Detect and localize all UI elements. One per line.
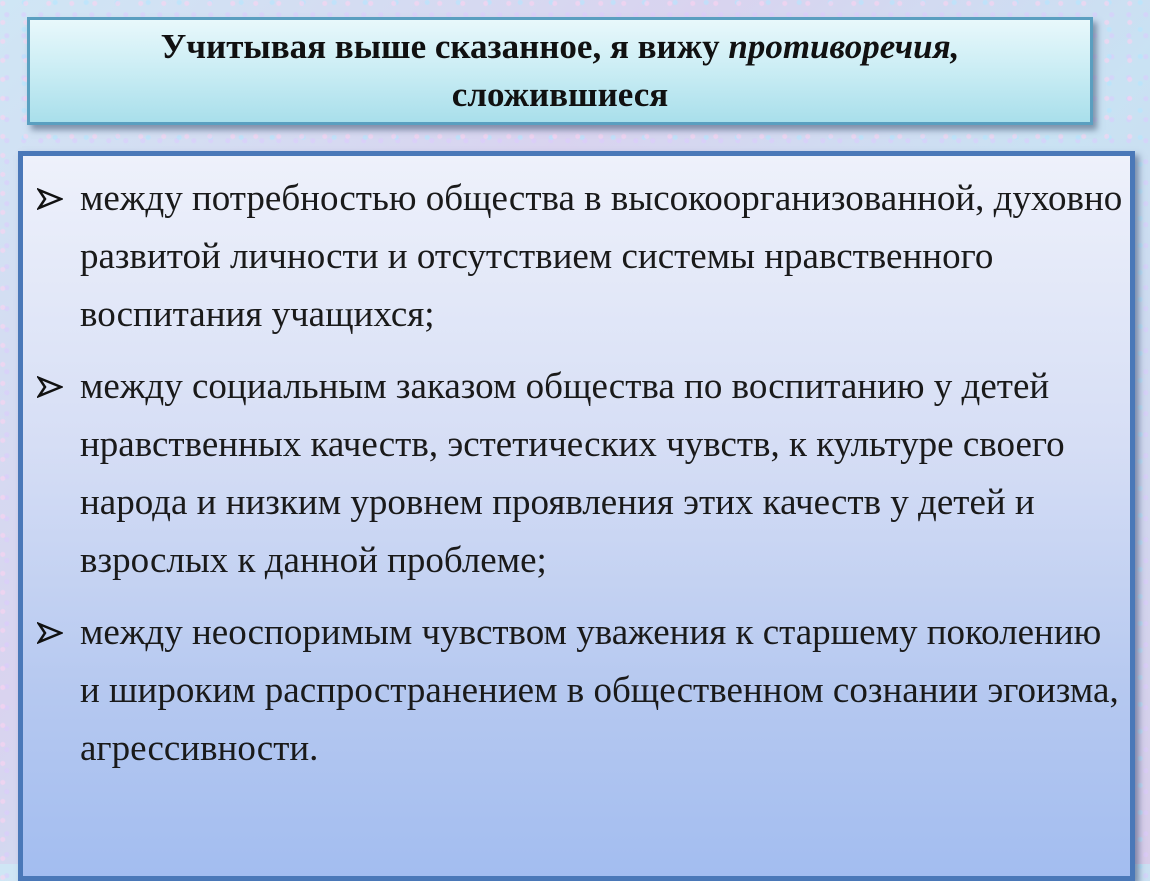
list-item xyxy=(35,604,1125,778)
bullet-list xyxy=(35,170,1125,792)
bullet-text: между неоспоримым чувством уважения к старшему поколению и широким распространением в общественном сознании эгоизма, агрессивности. xyxy=(80,612,1119,769)
arrow-bullet-icon xyxy=(37,170,67,228)
title-banner xyxy=(27,17,1093,125)
list-item xyxy=(35,170,1125,344)
content-panel xyxy=(18,151,1135,881)
arrow-bullet-icon xyxy=(37,604,67,662)
bullet-text: между социальным заказом общества по воспитанию у детей нравственных качеств, эстетических чувств, к культуре своего народа и низким уровнем проявления этих качеств у детей и взрослых к данной проблеме; xyxy=(80,366,1065,581)
bullet-text: между потребностью общества в высокоорганизованной, духовно развитой личности и отсутствием системы нравственного воспитания учащихся; xyxy=(80,178,1123,335)
slide-title xyxy=(161,23,960,119)
title-line-2: сложившиеся xyxy=(451,75,669,114)
title-part-2-italic: противоречия, xyxy=(728,27,960,66)
title-part-1: Учитывая выше сказанное, я вижу xyxy=(160,27,729,66)
arrow-bullet-icon xyxy=(37,358,67,416)
list-item xyxy=(35,358,1125,590)
